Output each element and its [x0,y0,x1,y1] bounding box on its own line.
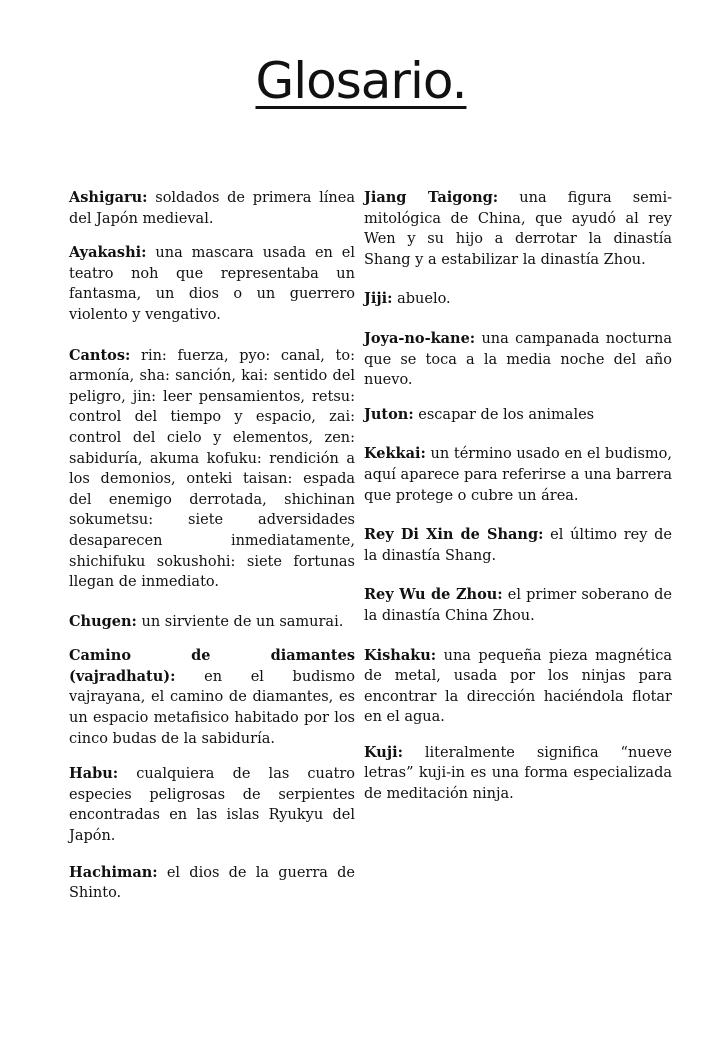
glossary-definition: un término usado en el budismo, aquí aparece para referirse a una barrera que protege o cubre un área. [364,446,672,504]
glossary-term: Joya-no-kane: [364,329,476,347]
glossary-term: Kishaku: [364,646,437,664]
glossary-term: Hachiman: [69,863,158,881]
glossary-entry [69,764,355,846]
glossary-right-column [364,188,672,805]
glossary-definition: rin: fuerza, pyo: canal, to: armonía, sha: sanción, kai: sentido del peligro, jin: leer pensamientos, retsu: control del tiempo y espacio, zai: control del cielo y elementos, zen: sabiduría, akuma kofuku: rendición a los demonios, onteki taisan: espada del enemigo derrotada, shichinan sokumetsu: siete adversidades desaparecen inmediatamente, shichifuku sokushohi: siete fortunas llegan de inmediato. [69,347,355,591]
glossary-term: Rey Wu de Zhou: [364,586,503,604]
glossary-term: Kuji: [364,743,403,761]
glossary-definition: literalmente significa “nueve letras” kuji-in es una forma especializada de meditación ninja. [364,744,672,803]
glossary-term: Camino de diamantes (vajradhatu): [69,647,355,685]
glossary-entry [69,612,355,633]
glossary-definition: el último rey de la dinastía Shang. [364,527,672,564]
glossary-entry [364,525,672,566]
glossary-entry [364,405,672,426]
glossary-definition: cualquiera de las cuatro especies peligrosas de serpientes encontradas en las islas Ryukyu del Japón. [69,766,356,845]
glossary-term: Chugen: [69,612,137,630]
glossary-term: Ayakashi: [69,244,147,262]
glossary-term: Jiji: [364,290,393,308]
glossary-term: Jiang Taigong: [364,189,499,206]
glossary-entry [364,289,672,310]
glossary-entry [69,863,355,904]
glossary-term: Kekkai: [364,445,426,463]
glossary-entry [69,188,355,229]
glossary-definition: una campanada nocturna que se toca a la media noche del año nuevo. [364,330,672,389]
page-title: Glosario. [255,52,467,110]
glossary-term: Juton: [364,405,414,423]
glossary-definition: escapar de los animales [418,406,595,423]
glossary-entry [69,646,355,749]
glossary-entry [69,346,355,593]
glossary-definition: abuelo. [397,291,451,308]
glossary-definition: el primer soberano de la dinastía China Zhou. [364,587,672,624]
glossary-definition: una figura semi-mitológica de China, que ayudó al rey Wen y su hijo a derrotar la dinastía Shang y a estabilizar la dinastía Zhou. [364,190,673,268]
glossary-definition: en el budismo vajrayana, el camino de diamantes, es un espacio metafisico habitado por los cinco budas de la sabiduría. [69,668,355,747]
glossary-entry [364,646,672,728]
glossary-term: Ashigaru: [69,189,148,206]
glossary-term: Habu: [69,765,119,783]
glossary-left-column [69,188,355,904]
glossary-definition: un sirviente de un samurai. [141,613,344,630]
glossary-definition: soldados de primera línea del Japón medieval. [69,190,355,227]
glossary-definition: una mascara usada en el teatro noh que representaba un fantasma, un dios o un guerrero violento y vengativo. [69,245,355,323]
glossary-definition: una pequeña pieza magnética de metal, usada por los ninjas para encontrar la dirección haciéndola flotar en el agua. [364,647,672,726]
glossary-entry [364,188,672,270]
glossary-entry [364,329,672,391]
glossary-entry [364,743,672,805]
glossary-entry [69,243,355,325]
glossary-definition: el dios de la guerra de Shinto. [69,864,356,902]
glossary-entry [364,444,672,506]
glossary-entry [364,585,672,626]
glossary-term: Cantos: [69,346,131,364]
glossary-term: Rey Di Xin de Shang: [364,526,544,544]
